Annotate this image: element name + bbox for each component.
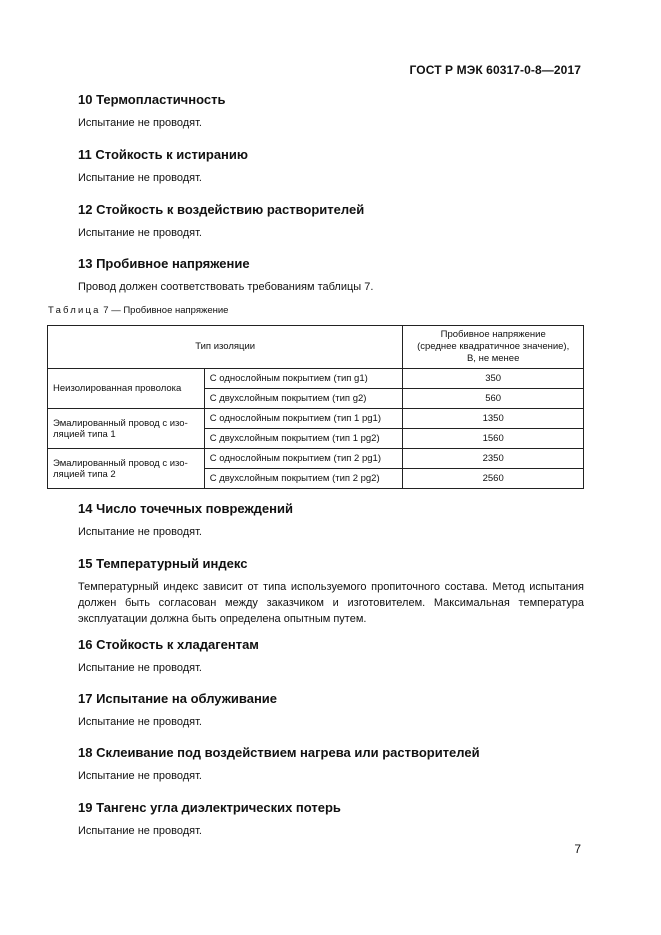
section-title: 16 Стойкость к хладагентам — [78, 637, 259, 652]
section-text: Испытание не проводят. — [78, 172, 202, 184]
value-cell: 560 — [403, 389, 584, 409]
section-19 — [78, 800, 584, 839]
section-text: Испытание не проводят. — [78, 770, 202, 782]
value-cell: 350 — [403, 369, 584, 389]
document-code: ГОСТ Р МЭК 60317-0-8—2017 — [409, 63, 581, 77]
section-13 — [78, 256, 584, 295]
section-11 — [78, 147, 584, 186]
section-title: 10 Термопластичность — [78, 92, 226, 107]
coating-cell: С двухслойным покрытием (тип 2 pg2) — [204, 469, 403, 489]
coating-cell: С однослойным покрытием (тип 1 pg1) — [204, 409, 403, 429]
section-title: 17 Испытание на облуживание — [78, 691, 278, 706]
section-text: Испытание не проводят. — [78, 825, 202, 837]
section-text: Испытание не проводят. — [78, 526, 202, 538]
value-cell: 1560 — [403, 429, 584, 449]
header-line: В, не менее — [466, 353, 520, 364]
section-title: 11 Стойкость к истиранию — [78, 147, 248, 162]
breakdown-voltage-table — [47, 325, 584, 489]
table-caption-title: 7 — Пробивное напряжение — [100, 305, 229, 316]
section-title: 18 Склеивание под воздействием нагрева или растворителей — [78, 745, 480, 760]
group-label: Неизолированная проволока — [48, 369, 205, 409]
table-caption — [48, 305, 228, 316]
header-line: (среднее квадратичное значение), — [417, 341, 570, 352]
section-text: Испытание не проводят. — [78, 662, 202, 674]
table-row — [48, 409, 584, 429]
coating-cell: С однослойным покрытием (тип 2 pg1) — [204, 449, 403, 469]
section-17 — [78, 691, 584, 730]
value-cell: 1350 — [403, 409, 584, 429]
coating-cell: С двухслойным покрытием (тип 1 pg2) — [204, 429, 403, 449]
section-title: 12 Стойкость к воздействию растворителей — [78, 202, 365, 217]
section-14 — [78, 501, 584, 540]
value-cell: 2560 — [403, 469, 584, 489]
value-cell: 2350 — [403, 449, 584, 469]
coating-cell: С двухслойным покрытием (тип g2) — [204, 389, 403, 409]
section-title: 13 Пробивное напряжение — [78, 256, 250, 271]
table-row — [48, 449, 584, 469]
group-label: Эмалированный провод с изо- ляцией типа 1 — [48, 409, 205, 449]
section-title: 19 Тангенс угла диэлектрических потерь — [78, 800, 341, 815]
section-text: Испытание не проводят. — [78, 117, 202, 129]
section-15 — [78, 556, 584, 627]
section-12 — [78, 202, 584, 241]
section-title: 15 Температурный индекс — [78, 556, 248, 571]
table-row — [48, 369, 584, 389]
section-text: Температурный индекс зависит от типа используемого пропиточного состава. Метод испытания должен быть согласован между заказчиком и изготовителем. Максимальная температура эксплуатации должна быть определена опытным путем. — [78, 581, 584, 625]
section-10 — [78, 92, 584, 131]
coating-cell: С однослойным покрытием (тип g1) — [204, 369, 403, 389]
page-number: 7 — [574, 842, 581, 856]
table-caption-word: Таблица — [48, 305, 101, 316]
section-text: Испытание не проводят. — [78, 227, 202, 239]
section-16 — [78, 637, 584, 676]
table-header-row — [48, 326, 584, 369]
header-line: Пробивное напряжение — [440, 329, 546, 340]
section-title: 14 Число точечных повреждений — [78, 501, 293, 516]
section-text: Испытание не проводят. — [78, 716, 202, 728]
section-18 — [78, 745, 584, 784]
group-label: Эмалированный провод с изо- ляцией типа 2 — [48, 449, 205, 489]
header-insulation-type: Тип изоляции — [48, 326, 403, 369]
header-breakdown-voltage — [403, 326, 584, 369]
section-text: Провод должен соответствовать требованиям таблицы 7. — [78, 281, 374, 293]
